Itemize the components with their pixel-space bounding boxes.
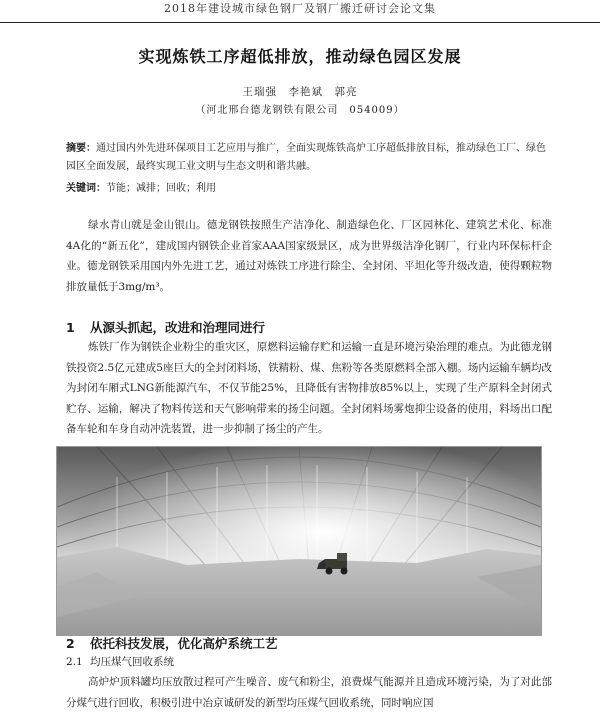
section-1-body: 炼铁厂作为钢铁企业粉尘的重灾区，原燃料运输存贮和运输一直是环境污染治理的难点。为此德龙钢铁投资2.5亿元建成5座巨大的全封闭料场，铁精粉、煤、焦粉等各类原燃料全部入棚。场内运输车辆均改为封闭车厢式LNG新能源汽车，不仅节能25%，且降低有害物排放85%以上，实现了生产原料全封闭式贮存、运输，解决了物料传送和天气影响带来的扬尘问题。全封闭料场雾炮抑尘设备的使用，料场出口配备车轮和车身自动冲洗装置，进一步抑制了扬尘的产生。: [66, 341, 552, 435]
keywords-text: 节能；减排；回收；利用: [106, 183, 216, 194]
affiliation: （河北邢台德龙钢铁有限公司 054009）: [195, 105, 405, 116]
section-1-number: 1: [66, 320, 75, 335]
section-1-heading: [66, 318, 552, 336]
subsection-2-1-number: 2.1: [66, 656, 83, 668]
intro-paragraph: 绿水青山就是金山银山。德龙钢铁按照生产洁净化、制造绿色化、厂区园林化、建筑艺术化、标准4A化的“新五化”，建成国内钢铁企业首家AAA国家级景区，成为世界级洁净化钢厂，行业内环保标杆企业。德龙钢铁采用国内外先进工艺，通过对炼铁工序进行除尘、全封闭、平坦化等升级改造，使得颗粒物排放量低于3mg/m³。: [66, 219, 552, 293]
section-2-title: 依托科技发展，优化高炉系统工艺: [90, 636, 278, 651]
abstract-label: 摘要：: [66, 143, 96, 154]
abstract: [66, 140, 552, 176]
section-2-body: 高炉炉顶料罐均压放散过程可产生噪音、废气和粉尘，浪费煤气能源并且造成环境污染，为了对此部分煤气进行回收，积极引进中冶京诚研发的新型均压煤气回收系统，同时响应国: [66, 676, 552, 709]
section-2-number: 2: [66, 636, 75, 651]
subsection-2-1-title: 均压煤气回收系统: [90, 656, 174, 668]
section-1-title: 从源头抓起，改进和治理同进行: [90, 320, 266, 335]
subsection-2-1-heading: [66, 654, 552, 669]
section-2-heading: [66, 634, 552, 652]
abstract-text: 通过国内外先进环保项目工艺应用与推广，全面实现炼铁高炉工序超低排放目标，推动绿色工厂、绿色园区全面发展，最终实现工业文明与生态文明和谐共融。: [66, 143, 546, 172]
authors: 王瑞强 李艳斌 郭亮: [242, 86, 358, 98]
enclosed-stockyard-photo: [56, 446, 542, 636]
paper-title: 实现炼铁工序超低排放，推动绿色园区发展: [138, 47, 462, 66]
stockyard-photo-image: [57, 447, 541, 635]
running-header: 2018年建设城市绿色钢厂及钢厂搬迁研讨会论文集: [0, 0, 600, 23]
keywords-label: 关键词：: [66, 183, 106, 194]
keywords: [66, 180, 552, 198]
